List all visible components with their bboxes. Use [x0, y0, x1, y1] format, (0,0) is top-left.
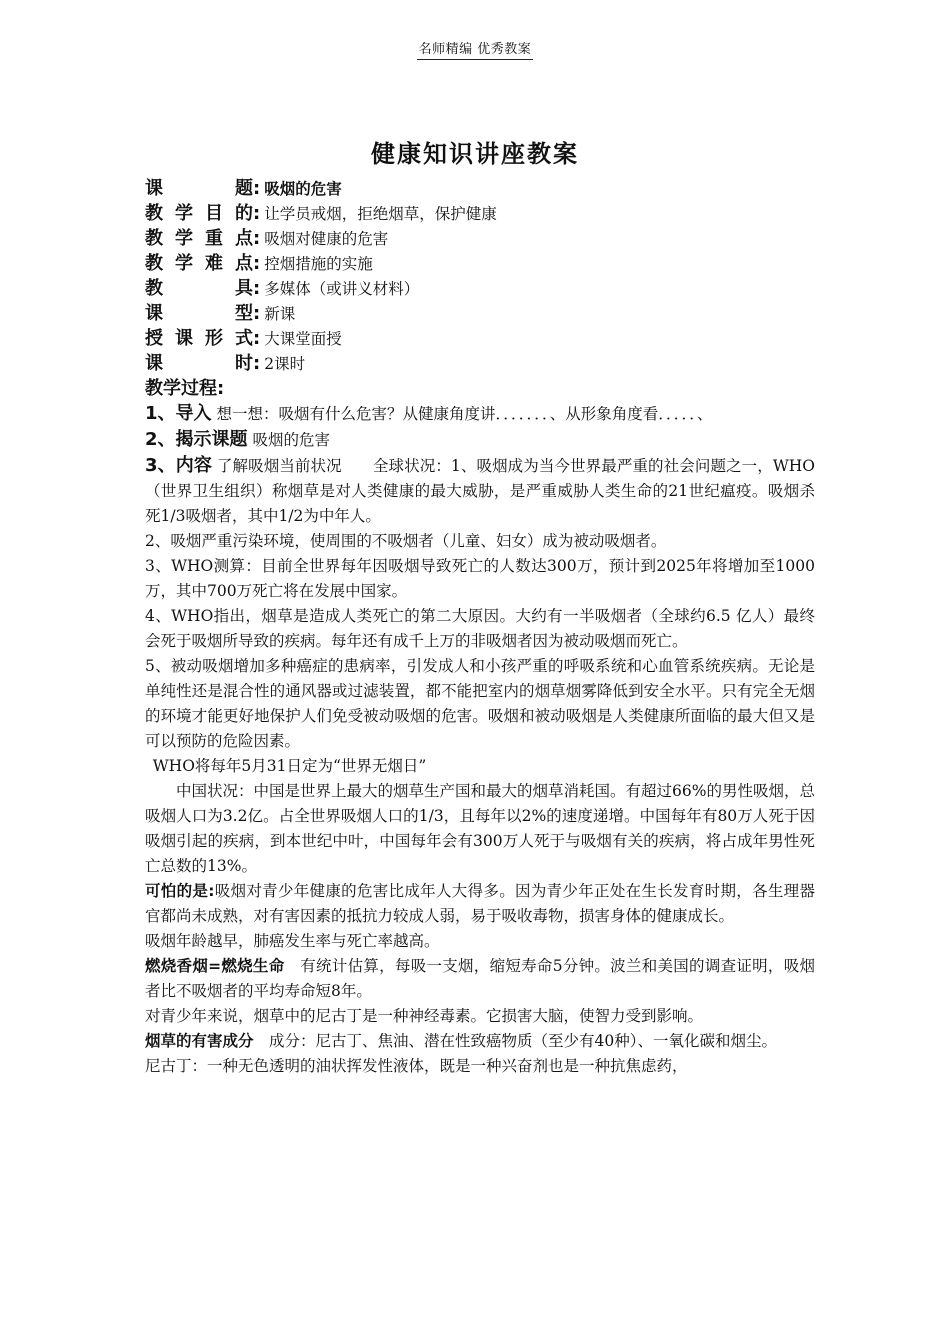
paragraph-nicotine: 尼古丁：一种无色透明的油状挥发性液体，既是一种兴奋剂也是一种抗焦虑药，: [145, 1057, 688, 1075]
components-text: 成分：尼古丁、焦油、潜在性致癌物质（至少有40种）、一氧化碳和烟尘。: [253, 1032, 777, 1050]
info-field-label: 教 学 难 点: [145, 253, 253, 274]
section-content: [145, 453, 815, 529]
youth-text: 吸烟对青少年健康的危害比成年人大得多。因为青少年正处在生长发育时期，各生理器官都尚未成熟，对有害因素的抵抗力较成人弱，易于吸收毒物，损害身体的健康成长。: [145, 882, 815, 925]
info-field-colon: :: [253, 278, 261, 299]
info-field-colon: :: [253, 178, 261, 199]
info-field-colon: :: [253, 353, 261, 374]
paragraph-2: 2、吸烟严重污染环境，使周围的不吸烟者（儿童、妇女）成为被动吸烟者。: [145, 532, 667, 550]
page-header: [0, 38, 950, 57]
info-field: [145, 226, 815, 251]
info-field: [145, 351, 815, 376]
process-label: 教学过程:: [145, 378, 225, 399]
paragraph-nicotine-youth: 对青少年来说，烟草中的尼古丁是一种神经毒素。它损害大脑，使智力受到影响。: [145, 1007, 704, 1025]
info-field-label: 教 学 重 点: [145, 228, 253, 249]
youth-head: 可怕的是:: [145, 882, 215, 900]
header-text: 名师精编 优秀教案: [417, 42, 534, 60]
info-fields: [145, 176, 815, 376]
paragraph-age: 吸烟年龄越早，肺癌发生率与死亡率越高。: [145, 932, 440, 950]
components-head: 烟草的有害成分: [145, 1032, 254, 1050]
paragraph-5: 5、被动吸烟增加多种癌症的患病率，引发成人和小孩严重的呼吸系统和心血管系统疾病。无论是单纯性还是混合性的通风器或过滤装置，都不能把室内的烟草烟雾降低到安全水平。只有完全无烟的环境才能更好地保护人们免受被动吸烟的危害。吸烟和被动吸烟是人类健康所面临的最大但又是可以预防的危险因素。: [145, 657, 815, 750]
paragraph-life: [145, 954, 815, 1004]
lesson-body: [145, 176, 815, 1079]
info-field-label: 教 学 目 的: [145, 203, 253, 224]
info-field-value: 2课时: [264, 355, 306, 373]
info-field-colon: :: [253, 328, 261, 349]
paragraph-components: [145, 1029, 815, 1054]
info-field-value: 控烟措施的实施: [264, 255, 373, 273]
info-field: [145, 326, 815, 351]
info-field-label: 课 题: [145, 178, 253, 199]
paragraph-4: 4、WHO指出，烟草是造成人类死亡的第二大原因。大约有一半吸烟者（全球约6.5 亿人）最终会死于吸烟所导致的疾病。每年还有成千上万的非吸烟者因为被动吸烟而死亡。: [145, 607, 815, 650]
info-field-value: 吸烟对健康的危害: [264, 230, 389, 248]
info-field: [145, 176, 815, 201]
life-head: 燃烧香烟=燃烧生命: [145, 957, 285, 975]
paragraph-3: 3、WHO测算：目前全世界每年因吸烟导致死亡的人数达300万，预计到2025年将增加至1000万，其中700万死亡将在发展中国家。: [145, 557, 815, 600]
info-field-colon: :: [253, 303, 261, 324]
info-field-label: 课 型: [145, 303, 253, 324]
info-field-value: 吸烟的危害: [264, 179, 342, 198]
section-content-head: 3、内容: [145, 455, 212, 476]
info-field-value: 大课堂面授: [264, 330, 342, 348]
paragraph-no-tobacco-day: WHO将每年5月31日定为“世界无烟日”: [152, 757, 427, 775]
info-field-value: 新课: [264, 305, 296, 323]
section-topic-text: 吸烟的危害: [247, 431, 330, 449]
paragraph-china-status: 中国状况：中国是世界上最大的烟草生产国和最大的烟草消耗国。有超过66%的男性吸烟，总吸烟人口为3.2亿。占全世界吸烟人口的1/3，且每年以2%的速度递增。中国每年有80万人死于因吸烟引起的疾病，到本世纪中叶，中国每年会有300万人死于与吸烟有关的疾病，将占成年男性死亡总数的13%。: [145, 782, 815, 875]
document-title: 健康知识讲座教案: [371, 139, 579, 168]
info-field-colon: :: [253, 228, 261, 249]
info-field-colon: :: [253, 203, 261, 224]
info-field-colon: :: [253, 253, 261, 274]
section-intro: [145, 401, 815, 427]
info-field-value: 让学员戒烟，拒绝烟草，保护健康: [264, 205, 497, 223]
info-field-value: 多媒体（或讲义材料）: [264, 280, 420, 298]
section-intro-head: 1、导入: [145, 403, 212, 424]
paragraph-youth: [145, 879, 815, 929]
info-field: [145, 251, 815, 276]
info-field-label: 教 具: [145, 278, 253, 299]
info-field-label: 课 时: [145, 353, 253, 374]
life-text: 有统计估算，每吸一支烟，缩短寿命5分钟。波兰和美国的调查证明，吸烟者比不吸烟者的平均寿命短8年。: [145, 957, 815, 1000]
info-field-label: 授 课 形 式: [145, 328, 253, 349]
process-heading: [145, 376, 815, 401]
section-topic: [145, 427, 815, 453]
section-content-text: 了解吸烟当前状况 全球状况：1、吸烟成为当今世界最严重的社会问题之一，WHO（世界卫生组织）称烟草是对人类健康的最大威胁，是严重威胁人类生命的21世纪瘟疫。吸烟杀死1/3吸烟者，其中1/2为中年人。: [145, 457, 815, 525]
info-field: [145, 301, 815, 326]
section-topic-head: 2、揭示课题: [145, 429, 248, 450]
info-field: [145, 276, 815, 301]
info-field: [145, 201, 815, 226]
section-intro-text: 想一想：吸烟有什么危害？从健康角度讲．．．．．．．、从形象角度看．．．．．、: [211, 405, 713, 423]
